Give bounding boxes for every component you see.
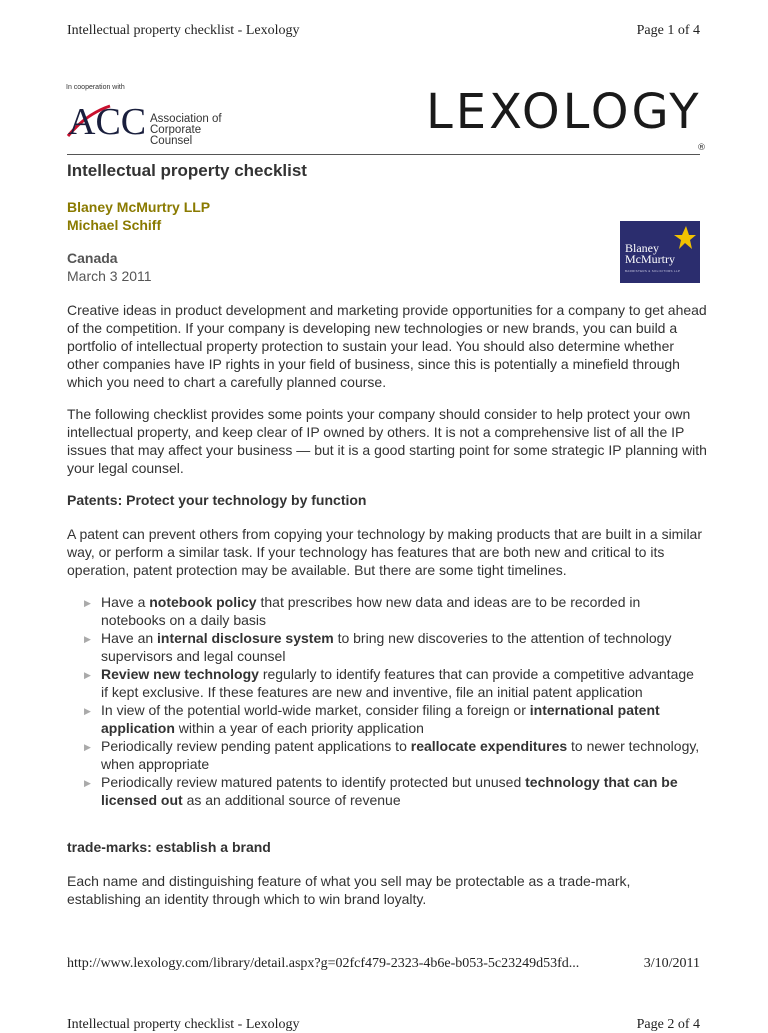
acc-name-line2: Corporate Counsel: [150, 124, 202, 147]
intro-paragraph: Creative ideas in product development and marketing provide opportunities for a company to get ahead of the competition. If your company is developing new technologies or new brands, you can build a portfolio of intellectual property protection to sustain your lead. You should also determine whether other companies have IP rights in your field of business, since this is potentially a minefield through which you need to chart a carefully planned course.: [67, 302, 707, 390]
next-page-header: [67, 1017, 700, 1033]
firm-logo-name: [625, 243, 675, 265]
firm-logo: [620, 221, 700, 283]
firm-logo-tagline: BARRISTERS & SOLICITORS LLP: [625, 269, 681, 273]
firm-logo-line1: Blaney: [625, 241, 659, 255]
registered-mark: ®: [697, 143, 706, 153]
next-page-number: Page 2 of 4: [636, 1017, 700, 1032]
bullet-arrow-icon: ▶: [84, 670, 91, 680]
firm-name-link[interactable]: Blaney McMurtry LLP: [67, 199, 211, 215]
patents-heading: Patents: Protect your technology by function: [67, 492, 367, 508]
patents-paragraph: A patent can prevent others from copying your technology by making products that are built in a similar way, or perform a similar task. If your technology has features that are both new and critical to its operation, patent protection may be available. But there are some tight timelines.: [67, 526, 703, 578]
article-date: March 3 2011: [67, 268, 152, 284]
bullet-arrow-icon: ▶: [84, 598, 91, 608]
trademarks-heading: trade-marks: establish a brand: [67, 839, 271, 855]
acc-name-line1: Association of: [150, 113, 222, 125]
acc-letters: ACC: [68, 101, 147, 138]
print-date: 3/10/2011: [643, 956, 700, 971]
patent-checklist: [84, 593, 700, 809]
list-item: ▶ Have an internal disclosure system to bring new discoveries to the attention of technology supervisors and legal counsel: [84, 630, 672, 664]
article-country: Canada: [67, 250, 118, 266]
list-item: ▶ Periodically review pending patent applications to reallocate expenditures to newer technology, when appropriate: [84, 738, 700, 772]
page-footer: [67, 956, 700, 972]
checklist-intro-paragraph: The following checklist provides some points your company should consider to help protect your own intellectual property, and keep clear of IP owned by others. It is not a comprehensive list of all the IP issues that may affect your business — but it is a good starting point for some strategic IP planning with your legal counsel.: [67, 406, 707, 476]
list-item: ▶ Review new technology regularly to identify features that can provide a competitive advantage if kept exclusive. If these features are new and inventive, file an initial patent application: [84, 666, 694, 700]
acc-cooperation-text: In cooperation with: [66, 84, 125, 91]
next-page-header-title: Intellectual property checklist - Lexology: [67, 1017, 300, 1032]
acc-logo: [66, 84, 246, 146]
firm-logo-line2: McMurtry: [625, 252, 675, 266]
acc-name: [150, 114, 246, 147]
page-url: http://www.lexology.com/library/detail.aspx?g=02fcf479-2323-4b6e-b053-5c23249d53fd...: [67, 956, 580, 971]
list-item: ▶ Periodically review matured patents to identify protected but unused technology that can be licensed out as an additional source of revenue: [84, 774, 678, 808]
list-item: ▶ In view of the potential world-wide market, consider filing a foreign or international patent application within a year of each priority application: [84, 702, 660, 736]
page-header: [67, 23, 700, 39]
trademarks-paragraph: Each name and distinguishing feature of what you sell may be protectable as a trade-mark, establishing an identity through which to win brand loyalty.: [67, 873, 631, 907]
lexology-logo: [426, 84, 706, 153]
page-header-title: Intellectual property checklist - Lexology: [67, 23, 300, 38]
bullet-arrow-icon: ▶: [84, 706, 91, 716]
acc-mark-icon: [66, 94, 150, 138]
page-number: Page 1 of 4: [636, 23, 700, 38]
lexology-logo-text: LEXOLOGY: [426, 84, 702, 140]
bullet-arrow-icon: ▶: [84, 742, 91, 752]
header-divider: [67, 154, 700, 155]
list-item: ▶ Have a notebook policy that prescribes how new data and ideas are to be recorded in notebooks on a daily basis: [84, 594, 641, 628]
author-name-link[interactable]: Michael Schiff: [67, 217, 162, 233]
article-title: Intellectual property checklist: [67, 161, 307, 180]
bullet-arrow-icon: ▶: [84, 634, 91, 644]
bullet-arrow-icon: ▶: [84, 778, 91, 788]
